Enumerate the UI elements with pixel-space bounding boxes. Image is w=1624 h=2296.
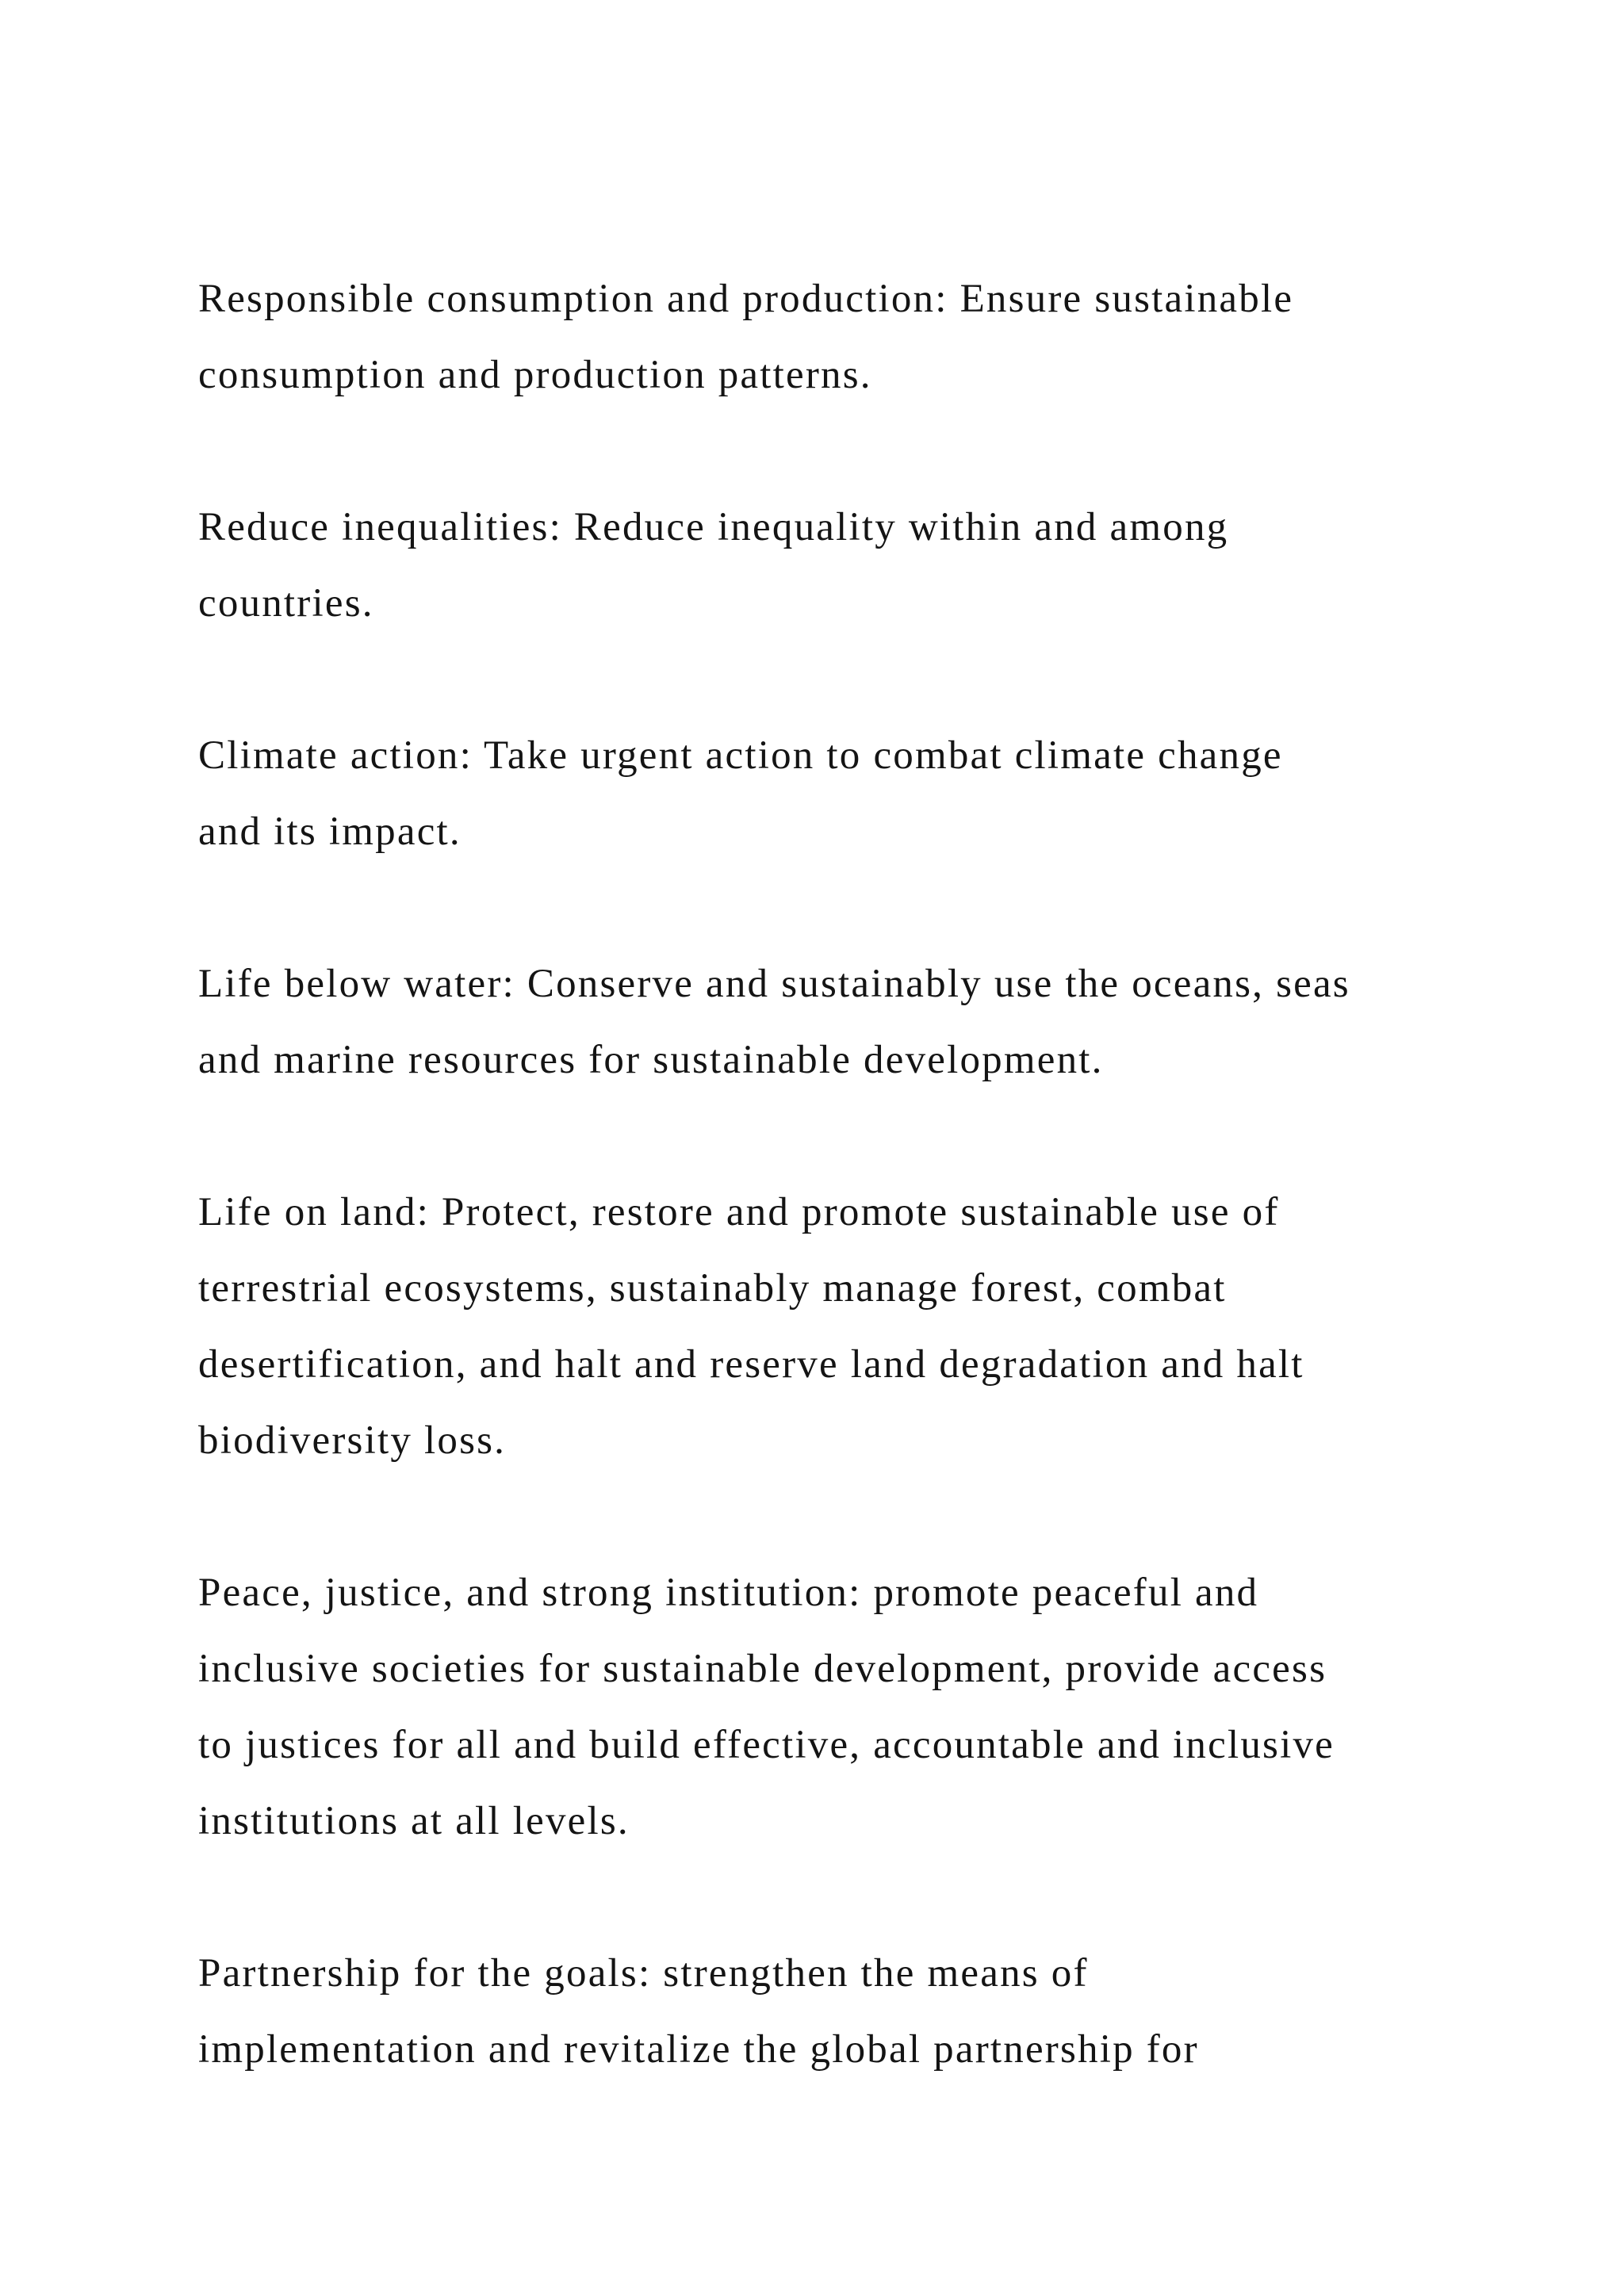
paragraph-line: inclusive societies for sustainable development, provide access <box>198 1647 1327 1691</box>
paragraph-line: Life on land: Protect, restore and promote sustainable use of <box>198 1190 1280 1234</box>
paragraph-line: terrestrial ecosystems, sustainably manage forest, combat <box>198 1266 1227 1311</box>
paragraph-life-below-water <box>198 946 1546 1098</box>
paragraph-line: Climate action: Take urgent action to combat climate change <box>198 733 1283 778</box>
paragraph-line: and marine resources for sustainable development. <box>198 1038 1104 1082</box>
paragraph-line: Reduce inequalities: Reduce inequality within and among <box>198 505 1229 549</box>
paragraph-line: institutions at all levels. <box>198 1799 630 1843</box>
paragraph-line: Partnership for the goals: strengthen the means of <box>198 1951 1089 1996</box>
paragraph-line: Life below water: Conserve and sustainably use the oceans, seas <box>198 962 1350 1006</box>
paragraph-line: implementation and revitalize the global partnership for <box>198 2027 1199 2072</box>
document-body <box>198 261 1546 2164</box>
paragraph-line: and its impact. <box>198 809 462 854</box>
paragraph-line: desertification, and halt and reserve land degradation and halt <box>198 1342 1304 1387</box>
paragraph-life-on-land <box>198 1174 1546 1479</box>
paragraph-partnership <box>198 1935 1546 2087</box>
paragraph-line: Responsible consumption and production: Ensure sustainable <box>198 277 1294 321</box>
paragraph-line: Peace, justice, and strong institution: promote peaceful and <box>198 1571 1259 1615</box>
paragraph-peace-justice <box>198 1555 1546 1859</box>
paragraph-line: countries. <box>198 581 374 626</box>
paragraph-line: biodiversity loss. <box>198 1418 507 1463</box>
paragraph-reduce-inequalities <box>198 489 1546 641</box>
paragraph-line: consumption and production patterns. <box>198 353 872 397</box>
paragraph-line: to justices for all and build effective, accountable and inclusive <box>198 1723 1335 1767</box>
paragraph-responsible-consumption <box>198 261 1546 413</box>
paragraph-climate-action <box>198 718 1546 870</box>
